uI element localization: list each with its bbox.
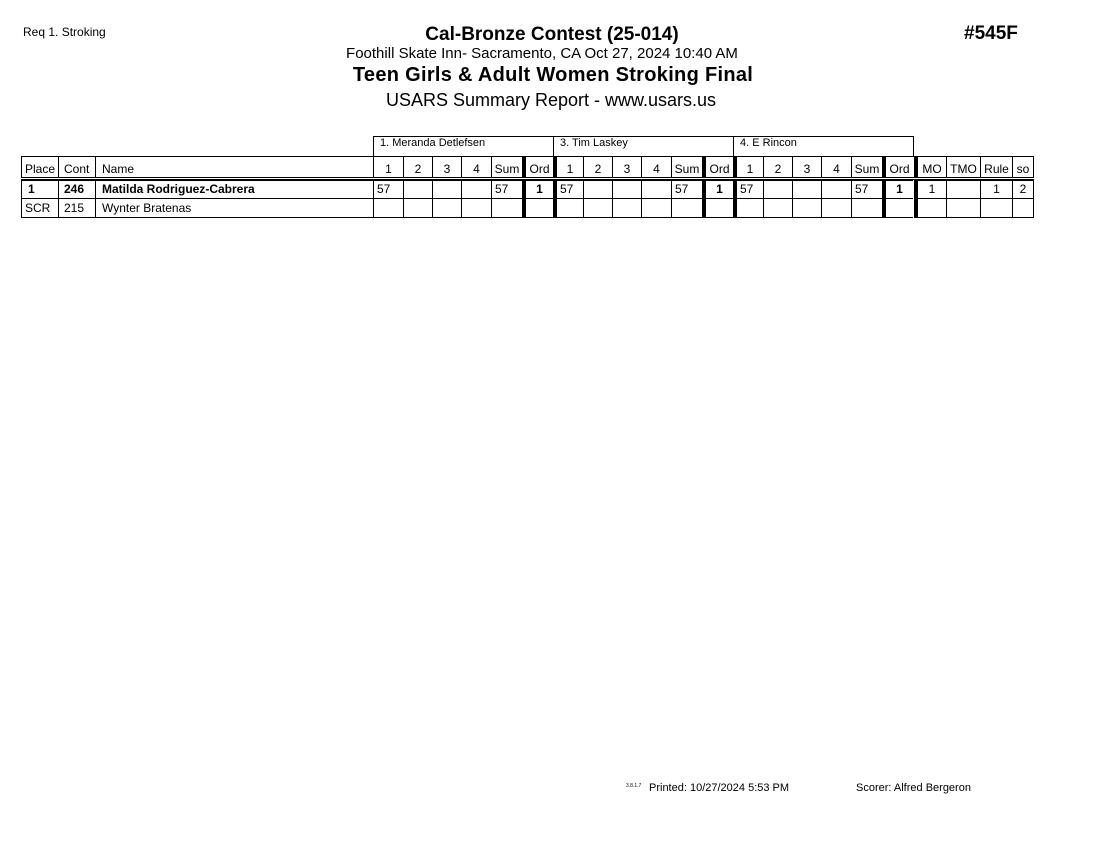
version-code: 3.8.1.7: [626, 783, 642, 789]
col-header-so: so: [1012, 156, 1034, 178]
score-2-cell: [403, 198, 432, 218]
judge-header: 3. Tim Laskey: [553, 136, 734, 157]
score-4-cell: [821, 198, 851, 218]
venue-date: Foothill Skate Inn- Sacramento, CA Oct 27, 2024 10:40 AM: [346, 45, 738, 62]
name-cell: Wynter Bratenas: [95, 198, 373, 218]
col-header-name: Name: [95, 156, 373, 178]
score-3-cell: [612, 180, 641, 199]
col-header-score-4: 4: [821, 156, 851, 178]
col-header-score-4: 4: [641, 156, 671, 178]
mo-cell: 1: [914, 180, 946, 199]
sum-cell: [851, 198, 882, 218]
score-4-cell: [821, 180, 851, 199]
sum-cell: 57: [851, 180, 882, 199]
score-3-cell: [792, 180, 821, 199]
col-header-sum: Sum: [671, 156, 702, 178]
score-1-cell: 57: [553, 180, 583, 199]
score-2-cell: [763, 180, 792, 199]
report-subtitle: USARS Summary Report - www.usars.us: [385, 90, 717, 110]
col-header-score-4: 4: [461, 156, 491, 178]
so-cell: 2: [1012, 180, 1034, 199]
score-1-cell: [373, 198, 403, 218]
col-header-rule: Rule: [980, 156, 1012, 178]
score-4-cell: [641, 198, 671, 218]
score-3-cell: [792, 198, 821, 218]
score-3-cell: [432, 198, 461, 218]
col-header-score-2: 2: [763, 156, 792, 178]
mo-cell: [914, 198, 946, 218]
judge-header: 1. Meranda Detlefsen: [373, 136, 554, 157]
score-1-cell: [733, 198, 763, 218]
score-3-cell: [612, 198, 641, 218]
score-2-cell: [403, 180, 432, 199]
ordinal-cell: 1: [702, 180, 733, 199]
sum-cell: [671, 198, 702, 218]
score-4-cell: [461, 180, 491, 199]
col-header-cont: Cont: [58, 156, 95, 178]
col-header-score-1: 1: [733, 156, 763, 178]
ordinal-cell: 1: [522, 180, 553, 199]
rule-cell: 1: [980, 180, 1012, 199]
col-header-score-1: 1: [373, 156, 403, 178]
score-1-cell: [553, 198, 583, 218]
place-cell: 1: [21, 180, 58, 199]
col-header-score-3: 3: [792, 156, 821, 178]
rule-cell: [980, 198, 1012, 218]
contest-title: Cal-Bronze Contest (25-014): [425, 24, 679, 45]
col-header-ordinal: Ord: [882, 156, 913, 178]
judge-header: 4. E Rincon: [733, 136, 914, 157]
col-header-score-1: 1: [553, 156, 583, 178]
cont-cell: 246: [58, 180, 95, 199]
place-cell: SCR: [21, 198, 58, 218]
request-label: Req 1. Stroking: [23, 25, 106, 39]
ordinal-cell: [882, 198, 913, 218]
ordinal-cell: [702, 198, 733, 218]
col-header-score-2: 2: [583, 156, 612, 178]
score-2-cell: [763, 198, 792, 218]
score-3-cell: [432, 180, 461, 199]
sum-cell: [491, 198, 522, 218]
cont-cell: 215: [58, 198, 95, 218]
score-4-cell: [641, 180, 671, 199]
col-header-score-3: 3: [432, 156, 461, 178]
tmo-cell: [946, 180, 980, 199]
so-cell: [1012, 198, 1034, 218]
col-header-ordinal: Ord: [702, 156, 733, 178]
name-cell: Matilda Rodriguez-Cabrera: [95, 180, 373, 199]
col-header-tmo: TMO: [946, 156, 980, 178]
event-title: Teen Girls & Adult Women Stroking Final: [352, 64, 754, 86]
col-header-place: Place: [21, 156, 58, 178]
score-2-cell: [583, 198, 612, 218]
score-2-cell: [583, 180, 612, 199]
tmo-cell: [946, 198, 980, 218]
sum-cell: 57: [671, 180, 702, 199]
col-header-mo: MO: [914, 156, 946, 178]
sum-cell: 57: [491, 180, 522, 199]
score-1-cell: 57: [733, 180, 763, 199]
col-header-score-2: 2: [403, 156, 432, 178]
col-header-sum: Sum: [851, 156, 882, 178]
col-header-score-3: 3: [612, 156, 641, 178]
scorer-name: Scorer: Alfred Bergeron: [856, 782, 971, 794]
col-header-ordinal: Ord: [522, 156, 553, 178]
event-number: #545F: [964, 23, 1018, 44]
score-1-cell: 57: [373, 180, 403, 199]
ordinal-cell: [522, 198, 553, 218]
printed-timestamp: Printed: 10/27/2024 5:53 PM: [649, 782, 790, 794]
score-4-cell: [461, 198, 491, 218]
col-header-sum: Sum: [491, 156, 522, 178]
ordinal-cell: 1: [882, 180, 913, 199]
